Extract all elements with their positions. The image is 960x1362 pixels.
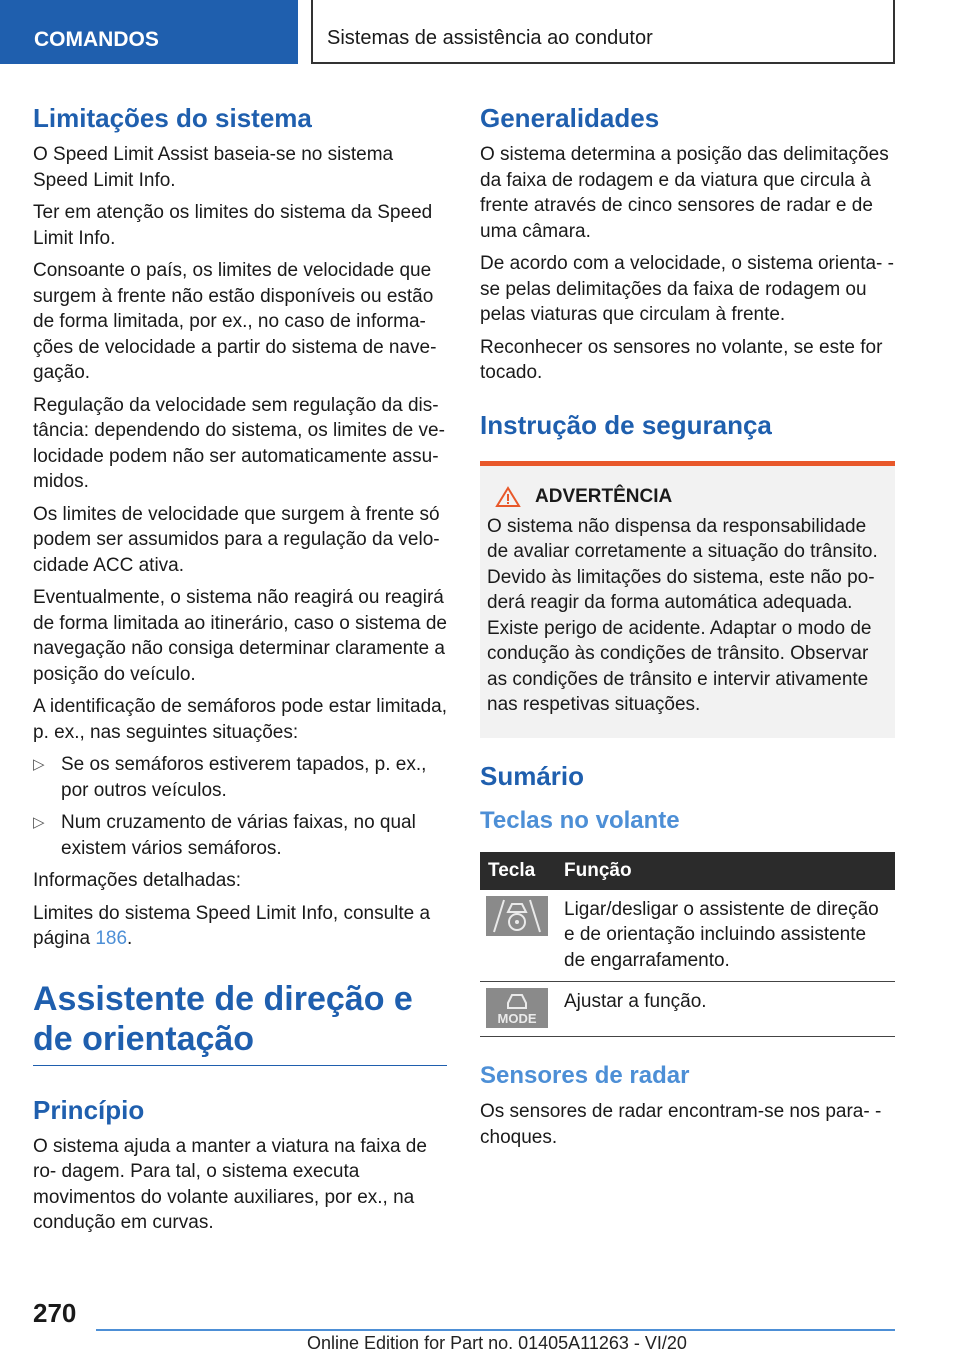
list-item-text: Se os semáforos estiverem tapados, p. ex., por outros veículos.: [61, 754, 427, 801]
section-label: COMANDOS: [34, 28, 159, 52]
main-heading: Assistente de direção e de orientação: [33, 979, 447, 1066]
paragraph: Consoante o país, os limites de velocidade que surgem à frente não estão disponíveis ou estão de forma limitada, por ex., no caso de informa- ções de velocidade a partir do sistema de nave- gação.: [33, 260, 437, 383]
paragraph: O Speed Limit Assist baseia-se no sistema Speed Limit Info.: [33, 144, 394, 191]
list-item: [33, 752, 447, 803]
mode-icon-label: MODE: [497, 1011, 537, 1026]
column-header-function: Função: [556, 852, 895, 890]
radar-heading: Sensores de radar: [480, 1062, 690, 1089]
function-text: Ajustar a função.: [556, 982, 895, 1037]
reference-paragraph: [33, 901, 447, 952]
paragraph: Regulação da velocidade sem regulação da dis- tância: dependendo do sistema, os limites de ve- locidade podem não ser automaticamente assu- midos.: [33, 394, 445, 492]
lane-assist-steering-icon: [486, 896, 548, 936]
principle-heading: Princípio: [33, 1094, 145, 1125]
spacer: [480, 844, 895, 852]
section-tab: [0, 0, 298, 64]
paragraph: O sistema ajuda a manter a viatura na faixa de ro- dagem. Para tal, o sistema executa movimentos do volante auxiliares, por ex., na condução em curvas.: [33, 1135, 427, 1233]
table-row: [480, 982, 895, 1037]
triangle-bullet-icon: ▷: [33, 756, 45, 773]
spacer: [480, 738, 895, 758]
key-icon-cell: [480, 982, 556, 1037]
paragraph: O sistema determina a posição das delimitações da faixa de rodagem e da viatura que circula à frente através de cinco sensores de radar e de uma câmara.: [480, 144, 889, 242]
mode-button-icon: [486, 988, 548, 1028]
general-heading: Generalidades: [480, 103, 660, 133]
chapter-title: Sistemas de assistência ao condutor: [327, 27, 653, 50]
key-icon-cell: [480, 890, 556, 982]
paragraph: Os limites de velocidade que surgem à frente só podem ser assumidos para a regulação da velo- cidade ACC ativa.: [33, 503, 440, 576]
triangle-bullet-icon: ▷: [33, 814, 45, 831]
left-column: [33, 100, 447, 1243]
column-header-key: Tecla: [480, 852, 556, 890]
warning-text: O sistema não dispensa da responsabilidade de avaliar corretamente a situação do trânsito. Devido às limitações do sistema, este não po- derá reagir da forma automática adequada. Existe perigo de acidente. Adaptar o modo de condução às condições de trânsito. Observar as condições de trânsito e intervir ativamente nas respetivas situações.: [487, 515, 878, 715]
spacer: [480, 1037, 895, 1059]
reference-text: Limites do sistema Speed Limit Info, consulte a página: [33, 902, 431, 949]
warning-box: [480, 466, 895, 738]
spacer: [33, 959, 447, 979]
spacer: [480, 393, 895, 407]
paragraph: Eventualmente, o sistema não reagirá ou reagirá de forma limitada ao itinerário, caso o sistema de navegação não consiga determinar claramente a posição do veículo.: [33, 587, 447, 685]
paragraph: Informações detalhadas:: [33, 870, 242, 891]
bullet-list: [33, 752, 447, 861]
function-text: Ligar/desligar o assistente de direção e de orientação incluindo assistente de engarrafamento.: [556, 890, 895, 982]
keys-table: [480, 852, 895, 1038]
paragraph: Ter em atenção os limites do sistema da Speed Limit Info.: [33, 202, 433, 249]
table-row: [480, 890, 895, 982]
paragraph: Reconhecer os sensores no volante, se este for tocado.: [480, 336, 883, 383]
list-item-text: Num cruzamento de várias faixas, no qual existem vários semáforos.: [61, 812, 416, 859]
keys-heading: Teclas no volante: [480, 806, 680, 834]
warning-title: ADVERTÊNCIA: [535, 485, 673, 507]
limits-heading: Limitações do sistema: [33, 103, 312, 133]
spacer: [33, 1066, 447, 1092]
paragraph: De acordo com a velocidade, o sistema orienta- -se pelas delimitações da faixa de rodagem ou pelas viaturas que circulam à frente.: [480, 253, 894, 325]
warning-triangle-icon: [495, 486, 521, 508]
right-column: [480, 100, 895, 1157]
summary-heading: Sumário: [480, 760, 585, 791]
page-link[interactable]: 186: [95, 928, 128, 949]
warning-header: [487, 486, 888, 508]
list-item: [33, 810, 447, 861]
paragraph: A identificação de semáforos pode estar limitada, p. ex., nas seguintes situações:: [33, 696, 448, 743]
reference-end: .: [127, 928, 133, 949]
safety-heading: Instrução de segurança: [480, 409, 772, 440]
paragraph: Os sensores de radar encontram-se nos para- -choques.: [480, 1101, 882, 1148]
spacer: [480, 449, 895, 461]
edition-text: Online Edition for Part no. 01405A11263 - VI/20: [307, 1333, 687, 1353]
table-header-row: [480, 852, 895, 890]
chapter-title-box: [311, 0, 895, 64]
page-number: 270: [33, 1298, 77, 1328]
footer-divider: [96, 1329, 895, 1331]
